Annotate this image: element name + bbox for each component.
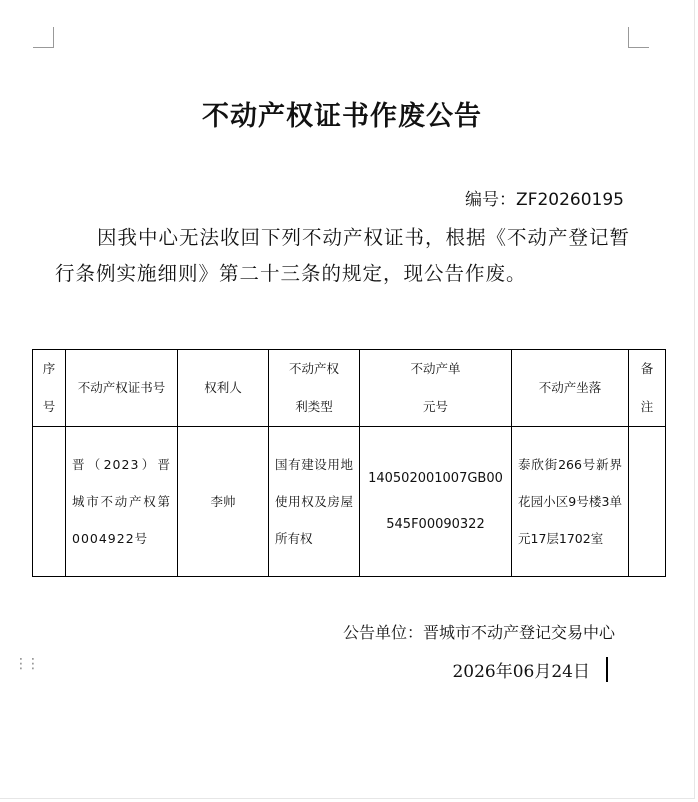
document-title: 不动产权证书作废公告: [202, 101, 482, 132]
document-number: 编号：ZF20260195: [465, 190, 624, 210]
body-paragraph: 因我中心无法收回下列不动产权证书，根据《不动产登记暂行条例实施细则》第二十三条的规定，现公告作废。: [55, 226, 631, 285]
table-row: [33, 427, 666, 577]
margin-corner-top-right: [628, 27, 649, 48]
cell-location: 泰欣街266号新界花园小区9号楼3单元17层1702室: [512, 427, 629, 577]
cell-unit-no: 140502001007GB00545F00090322: [360, 427, 512, 577]
cell-remark: [629, 427, 666, 577]
header-seq: 序号: [33, 350, 66, 427]
issuer-line: 公告单位：晋城市不动产登记交易中心: [342, 623, 615, 642]
cell-holder: 李帅: [178, 427, 269, 577]
text-cursor: [606, 657, 608, 682]
cell-cert-no: 晋（2023）晋城市不动产权第0004922号: [66, 427, 178, 577]
drag-handle-icon[interactable]: ⋮⋮: [14, 656, 38, 672]
margin-corner-top-left: [33, 27, 54, 48]
cell-right-type: 国有建设用地使用权及房屋所有权: [269, 427, 360, 577]
cell-seq: [33, 427, 66, 577]
header-right-type: 不动产权利类型: [269, 350, 360, 427]
header-holder: 权利人: [178, 350, 269, 427]
header-remark: 备注: [629, 350, 666, 427]
header-cert-no: 不动产权证书号: [66, 350, 178, 427]
date-line: 2026年06月24日: [452, 662, 590, 682]
table-header-row: [33, 350, 666, 427]
header-unit-no: 不动产单元号: [360, 350, 512, 427]
header-location: 不动产坐落: [512, 350, 629, 427]
certificate-table: [32, 349, 666, 577]
